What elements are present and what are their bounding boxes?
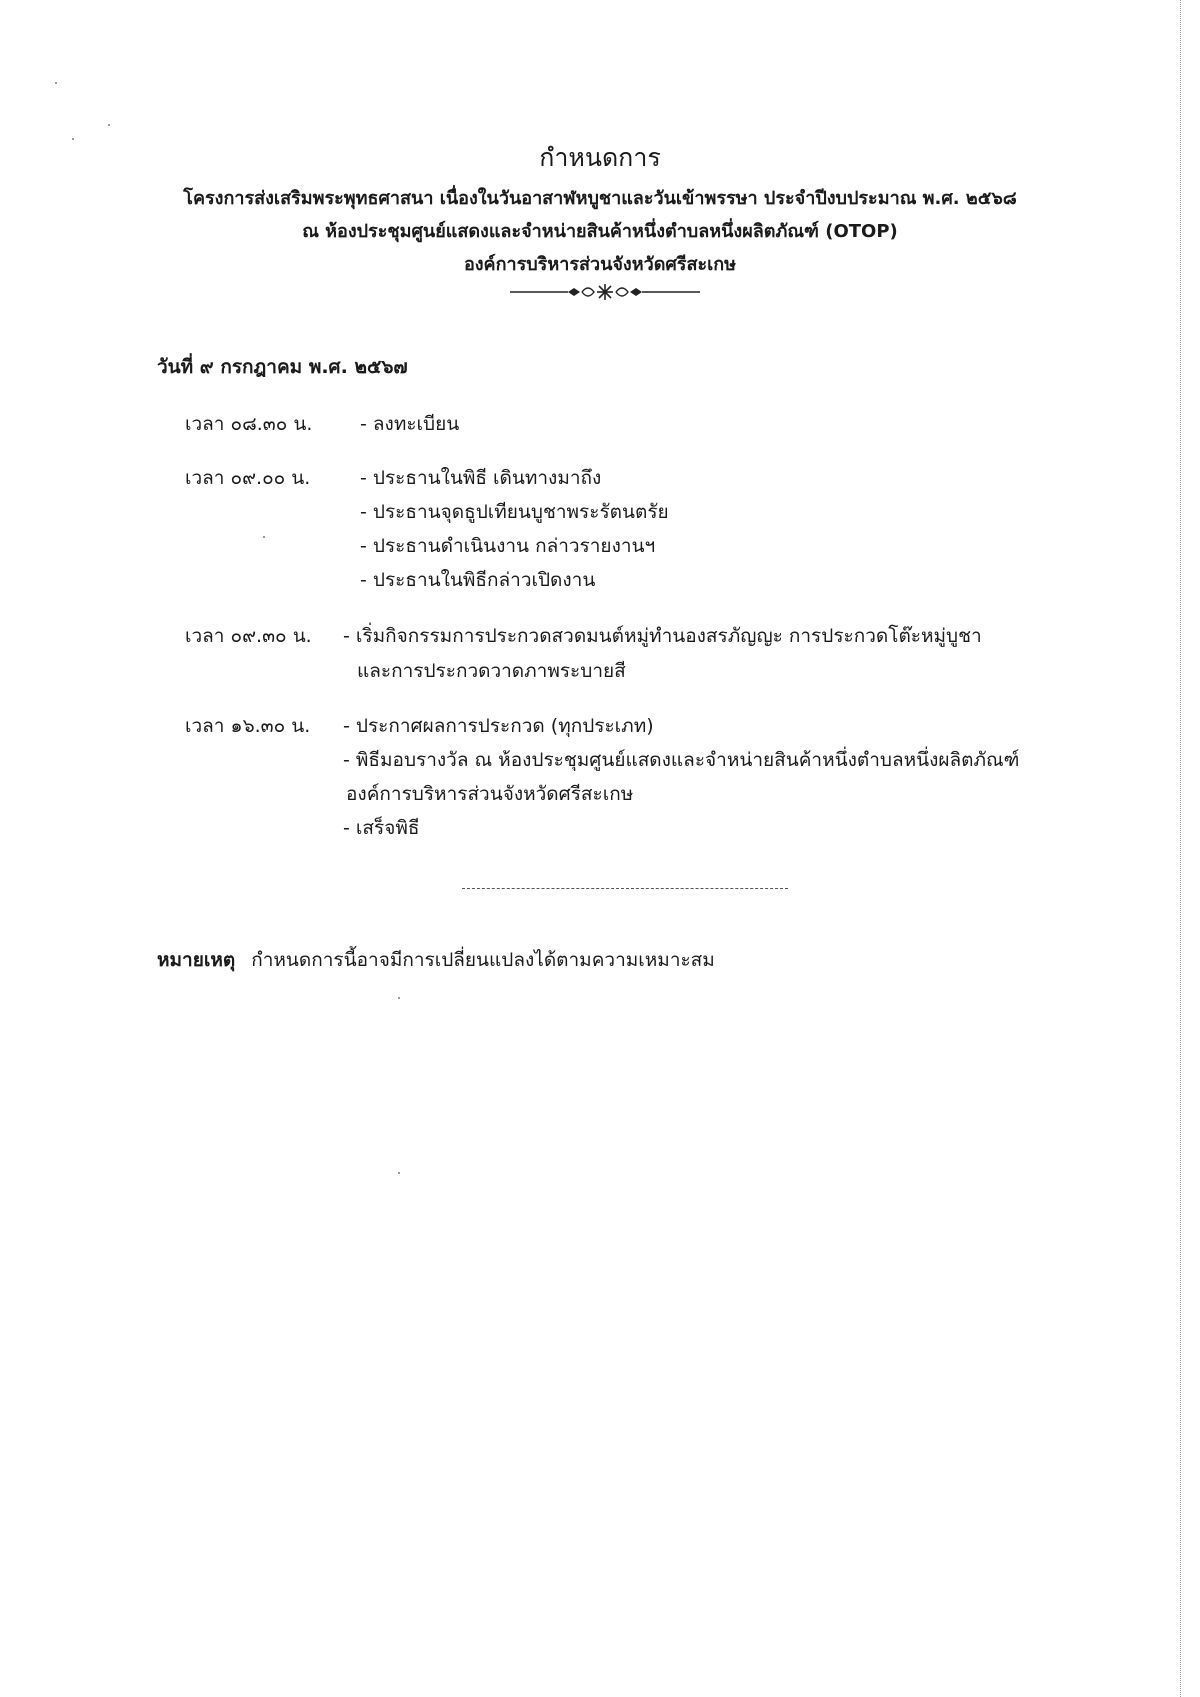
agenda-item: - ประธานในพิธี เดินทางมาถึง [360,467,602,489]
agenda-item: - เริ่มกิจกรรมการประกวดสวดมนต์หมู่ทำนองสรภัญญะ การประกวดโต๊ะหมู่บูชา [343,625,982,647]
agenda-item: - ประธานในพิธีกล่าวเปิดงาน [360,569,596,591]
remark [157,945,715,975]
scan-speck [398,997,400,999]
agenda-item-continued: องค์การบริหารส่วนจังหวัดศรีสะเกษ [346,783,634,805]
document-title: กำหนดการ [539,143,661,172]
agenda-item-continued: และการประกวดวาดภาพระบายสี [357,660,626,682]
scan-speck [263,536,265,538]
scan-speck [398,1172,400,1174]
time-slot-1: เวลา ๐๘.๓๐ น. [185,413,313,435]
venue-line: ณ ห้องประชุมศูนย์แสดงและจำหน่ายสินค้าหนึ่งตำบลหนึ่งผลิตภัณฑ์ (OTOP) [302,221,898,242]
time-slot-2: เวลา ๐๙.๐๐ น. [185,467,311,489]
agenda-item: - พิธีมอบรางวัล ณ ห้องประชุมศูนย์แสดงและจำหน่ายสินค้าหนึ่งตำบลหนึ่งผลิตภัณฑ์ [343,749,1020,771]
agenda-item: - เสร็จพิธี [343,817,420,839]
agenda-item: - ลงทะเบียน [360,413,460,435]
agenda-item: - ประกาศผลการประกวด (ทุกประเภท) [343,715,654,737]
remark-text: กำหนดการนี้อาจมีการเปลี่ยนแปลงได้ตามความเหมาะสม [251,949,715,971]
agenda-item: - ประธานจุดธูปเทียนบูชาพระรัตนตรัย [360,501,669,523]
time-slot-4: เวลา ๑๖.๓๐ น. [185,715,311,737]
remark-label: หมายเหตุ [157,949,236,971]
organization-line: องค์การบริหารส่วนจังหวัดศรีสะเกษ [463,254,737,275]
time-slot-3: เวลา ๐๙.๓๐ น. [185,625,312,647]
ornament-divider-icon [510,281,700,303]
scan-speck [55,82,57,84]
event-date: วันที่ ๙ กรกฎาคม พ.ศ. ๒๕๖๗ [157,356,408,378]
scan-speck [108,124,110,126]
project-name: โครงการส่งเสริมพระพุทธศาสนา เนื่องในวันอาสาฬหบูชาและวันเข้าพรรษา ประจำปีงบประมาณ พ.ศ. ๒๕๖๘ [183,188,1017,209]
section-divider [462,888,788,889]
agenda-item: - ประธานดำเนินงาน กล่าวรายงานฯ [360,535,656,557]
